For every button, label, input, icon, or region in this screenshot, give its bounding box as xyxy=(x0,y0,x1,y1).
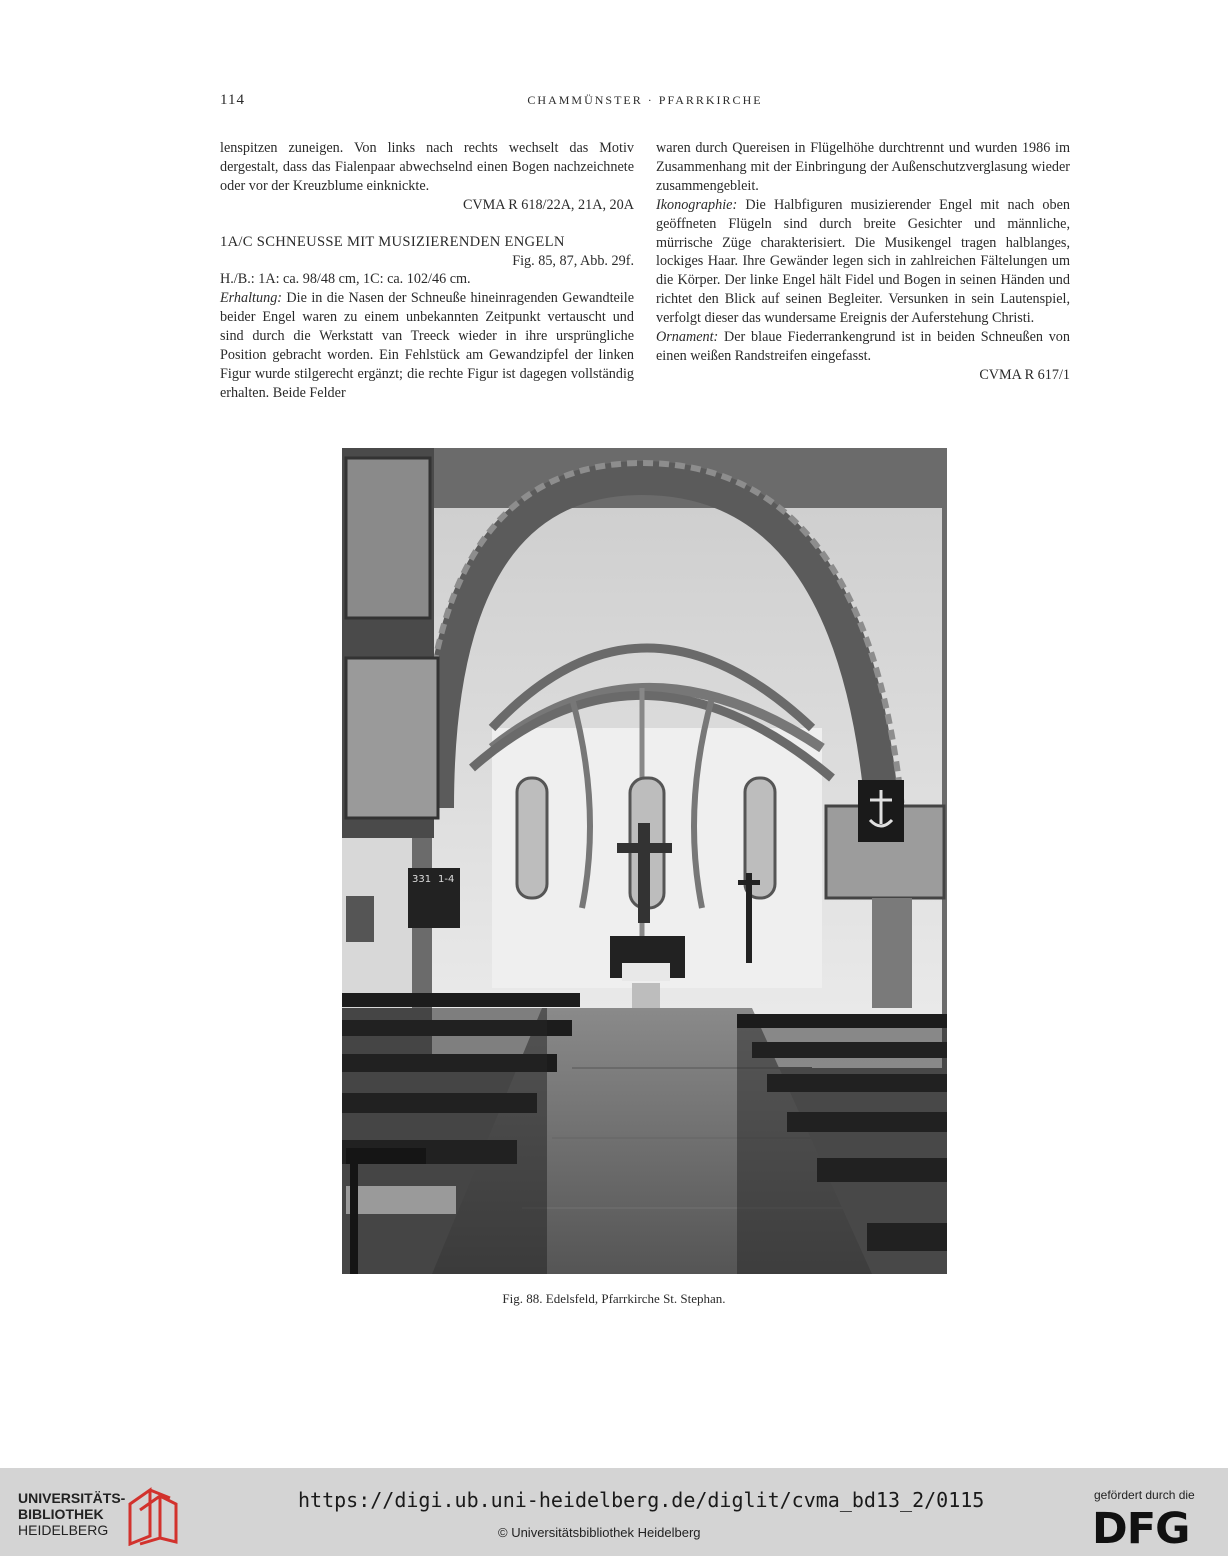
church-interior-illustration xyxy=(342,448,947,1274)
footer-bar xyxy=(0,1468,1228,1556)
paragraph: lenspitzen zuneigen. Von links nach rechts wechselt das Motiv dergestalt, dass das Fialenpaar abwechselnd einen Bogen nachzeichnete oder vor der Kreuzblume einknickte. xyxy=(220,140,634,194)
erhaltung-text: Die in die Nasen der Schneuße hineinragenden Gewandteile beider Engel waren zu einem unbekannten Zeitpunkt vertauscht und sind durch die Werkstatt van Treeck wieder in ihre ursprüngliche Position gebracht worden. Ein Fehlstück am Gewandzipfel der linken Figur wurde stilgerecht ergänzt; die rechte Figur ist dagegen vollständig erhalten. Beide Felder xyxy=(220,290,634,401)
page-number: 114 xyxy=(220,92,245,108)
cvma-reference: CVMA R 618/22A, 21A, 20A xyxy=(462,196,634,213)
library-name xyxy=(18,1490,125,1538)
erhaltung-label: Erhaltung: xyxy=(220,290,283,307)
church-interior-photo xyxy=(342,448,947,1274)
library-logo[interactable] xyxy=(18,1484,188,1544)
section-heading: 1A/C SCHNEUSSE MIT MUSIZIERENDEN ENGELN xyxy=(220,233,565,250)
figure-caption: Fig. 88. Edelsfeld, Pfarrkirche St. Stephan. xyxy=(502,1291,726,1306)
permalink-url[interactable]: https://digi.ub.uni-heidelberg.de/diglit/cvma_bd13_2/0115 xyxy=(298,1488,985,1512)
library-mark-icon xyxy=(124,1484,182,1546)
library-line1: UNIVERSITÄTS- xyxy=(18,1490,126,1506)
ornament-label: Ornament: xyxy=(656,329,719,346)
ornament-text: Der blaue Fiederrankengrund ist in beiden Schneußen von einen weißen Randstreifen eingefasst. xyxy=(656,329,1070,364)
dfg-logo[interactable]: DFG xyxy=(1092,1504,1190,1554)
paragraph-ikonographie xyxy=(656,196,1070,328)
page-header xyxy=(220,90,1070,114)
paragraph: waren durch Quereisen in Flügelhöhe durchtrennt und wurden 1986 im Zusammenhang mit der Einbringung der Außenschutzverglasung wieder zusammengebleit. xyxy=(656,140,1070,194)
copyright-notice: © Universitätsbibliothek Heidelberg xyxy=(498,1525,701,1540)
ikonographie-text: Die Halbfiguren musizierender Engel mit nach oben geöffneten Flügeln sind durch breite Gesichter und männliche, mürrische Züge charakterisiert. Die Musikengel tragen halblanges, lockiges Haar. Ihre Gewänder legen sich in zahlreichen Fältelungen um die Körper. Der linke Engel hält Fidel und Bogen in seinen Händen und richtet den Blick auf seinen Begleiter. Versunken in sein Lautenspiel, verfolgt dieser das wundersame Ereignis der Auferstehung Christi. xyxy=(656,196,1070,327)
library-line2: BIBLIOTHEK xyxy=(18,1506,104,1522)
funding-note: gefördert durch die xyxy=(1094,1488,1195,1502)
left-column xyxy=(220,139,634,403)
right-column xyxy=(656,139,1070,385)
hymn-board-number: 331 xyxy=(412,874,432,885)
library-line3: HEIDELBERG xyxy=(18,1522,109,1538)
figure-reference: Fig. 85, 87, Abb. 29f. xyxy=(512,252,634,269)
hymn-board-verse: 1-4 xyxy=(438,874,455,885)
dimensions: H./B.: 1A: ca. 98/48 cm, 1C: ca. 102/46 cm. xyxy=(220,271,471,288)
ikonographie-label: Ikonographie: xyxy=(656,196,738,213)
paragraph-ornament xyxy=(656,328,1070,366)
cvma-reference: CVMA R 617/1 xyxy=(979,366,1070,383)
running-title: CHAMMÜNSTER · PFARRKIRCHE xyxy=(527,93,763,107)
paragraph-erhaltung xyxy=(220,289,634,402)
